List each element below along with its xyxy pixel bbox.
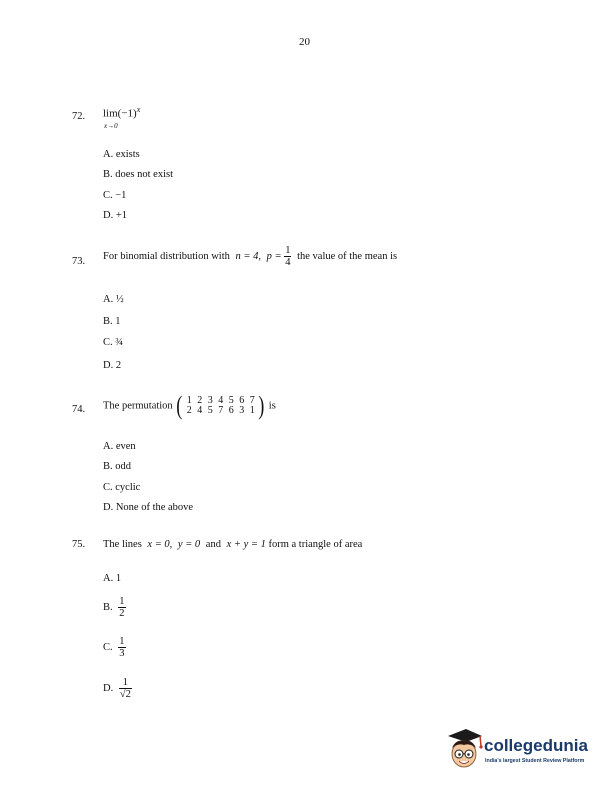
q75-option-b: B. $\frac{1}{2}$ — [103, 596, 125, 620]
q74-row-top: 1 2 3 4 5 6 7 — [186, 394, 255, 406]
logo-tagline: India's largest Student Review Platform — [485, 758, 585, 764]
q74-option-a: A. even — [103, 441, 136, 452]
q74-option-b: B. odd — [103, 461, 132, 472]
q75-text-a: The lines — [103, 539, 142, 550]
q75-option-b-fraction: $\frac{1}{2}$ — [119, 596, 125, 620]
q74-option-c: C. cyclic — [103, 482, 141, 493]
q72-option-c: C. −1 — [103, 190, 127, 201]
q73-n-eq: n = 4, — [235, 251, 261, 263]
q74-text — [103, 393, 276, 419]
left-paren: ( — [176, 391, 183, 420]
question-number: 75. — [72, 539, 86, 550]
q73-option-a: A. ½ — [103, 294, 124, 305]
q74-text-a: The permutation — [103, 400, 173, 412]
q72-limit-expression — [103, 105, 140, 120]
q73-p-fraction — [284, 245, 291, 268]
collegedunia-logo[interactable] — [444, 726, 602, 778]
q75-option-d: D. $\frac{1}{√2}$ — [103, 677, 131, 701]
q73-p-eq: p = — [266, 251, 282, 263]
question-number: 72. — [72, 111, 86, 122]
question-number: 73. — [72, 256, 86, 267]
q73-text — [103, 245, 397, 268]
q73-text-b: the value of the mean is — [297, 251, 398, 263]
q74-option-d: D. None of the above — [103, 502, 194, 513]
q73-option-c: C. ¾ — [103, 337, 124, 348]
mascot-icon — [444, 726, 484, 776]
page-number: 20 — [299, 36, 310, 48]
q75-eq3: x + y = 1 — [226, 539, 266, 550]
q73-text-a: For binomial distribution with — [103, 251, 230, 263]
q75-text — [103, 539, 362, 550]
q72-option-a: A. exists — [103, 149, 140, 160]
q75-and: and — [205, 539, 221, 550]
q73-p-den: 4 — [285, 257, 291, 269]
q72-exponent: x — [136, 105, 141, 114]
q72-option-d: D. +1 — [103, 210, 128, 221]
q72-option-b: B. does not exist — [103, 169, 173, 180]
q75-eq2: y = 0 — [177, 539, 201, 550]
q75-text-b: form a triangle of area — [268, 539, 363, 550]
logo-wordmark: collegedunia — [484, 736, 588, 755]
right-paren: ) — [258, 391, 265, 420]
q75-option-c: C. $\frac{1}{3}$ — [103, 636, 125, 660]
q72-expr: (−1) — [117, 107, 137, 120]
q72-lim: lim — [103, 107, 118, 120]
q74-permutation — [175, 393, 266, 419]
q73-option-d: D. 2 — [103, 360, 122, 371]
q75-option-c-fraction: $\frac{1}{3}$ — [119, 636, 125, 660]
q75-option-d-fraction: $\frac{1}{√2}$ — [119, 677, 131, 701]
q72-subscript: x→0 — [104, 122, 118, 130]
q74-row-bottom: 2 4 5 7 6 3 1 — [186, 405, 255, 416]
q74-text-b: is — [268, 400, 276, 412]
q73-p-num: 1 — [285, 245, 291, 256]
q73-option-b: B. 1 — [103, 316, 121, 327]
q75-eq1: x = 0, — [147, 539, 173, 550]
q75-option-a: A. 1 — [103, 573, 122, 584]
question-number: 74. — [72, 404, 86, 415]
